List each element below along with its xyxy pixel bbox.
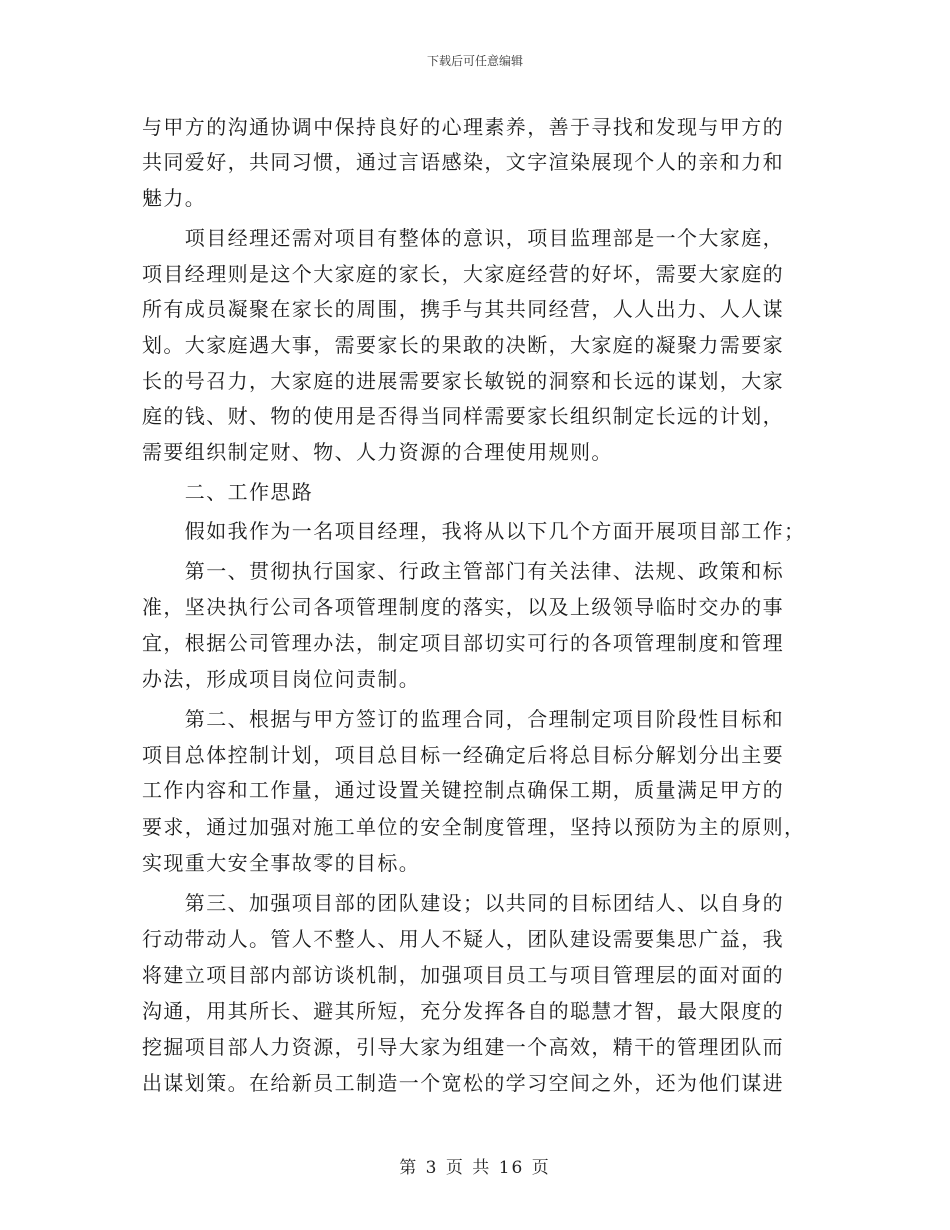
page-header: 下载后可任意编辑 (426, 54, 523, 68)
body-line: 将建立项目部内部访谈机制，加强项目员工与项目管理层的面对面的 (142, 963, 784, 987)
page-number-footer: 第 3 页 共 16 页 (399, 1158, 551, 1178)
body-line: 第二、根据与甲方签订的监理合同，合理制定项目阶段性目标和 (142, 707, 784, 731)
body-line: 挖掘项目部人力资源，引导大家为组建一个高效，精干的管理团队而 (142, 1035, 784, 1059)
body-line: 出谋划策。在给新员工制造一个宽松的学习空间之外，还为他们谋进 (142, 1071, 784, 1095)
body-line: 行动带动人。管人不整人、用人不疑人，团队建设需要集思广益，我 (142, 927, 784, 951)
body-line: 办法，形成项目岗位问责制。 (142, 667, 421, 691)
body-line: 项目经理则是这个大家庭的家长，大家庭经营的好坏，需要大家庭的 (142, 262, 784, 286)
body-line: 第三、加强项目部的团队建设；以共同的目标团结人、以自身的 (142, 891, 784, 915)
body-line: 实现重大安全事故零的目标。 (142, 851, 421, 875)
body-line: 需要组织制定财、物、人力资源的合理使用规则。 (142, 440, 613, 464)
body-line: 所有成员凝聚在家长的周围，携手与其共同经营，人人出力、人人谋 (142, 297, 784, 321)
body-line: 魅力。 (142, 186, 207, 210)
body-line: 项目经理还需对项目有整体的意识，项目监理部是一个大家庭， (142, 226, 784, 250)
body-line: 与甲方的沟通协调中保持良好的心理素养，善于寻找和发现与甲方的 (142, 115, 784, 139)
body-line: 项目总体控制计划，项目总目标一经确定后将总目标分解划分出主要 (142, 743, 784, 767)
body-line: 划。大家庭遇大事，需要家长的果敢的决断，大家庭的凝聚力需要家 (142, 333, 784, 357)
body-line: 庭的钱、财、物的使用是否得当同样需要家长组织制定长远的计划， (142, 404, 784, 428)
body-line: 宜，根据公司管理办法，制定项目部切实可行的各项管理制度和管理 (142, 631, 784, 655)
body-line: 假如我作为一名项目经理，我将从以下几个方面开展项目部工作； (142, 519, 806, 543)
body-line: 准，坚决执行公司各项管理制度的落实，以及上级领导临时交办的事 (142, 595, 784, 619)
body-line: 沟通，用其所长、避其所短，充分发挥各自的聪慧才智，最大限度的 (142, 999, 784, 1023)
body-line: 第一、贯彻执行国家、行政主管部门有关法律、法规、政策和标 (142, 559, 784, 583)
section-heading: 二、工作思路 (142, 480, 314, 504)
body-line: 共同爱好，共同习惯，通过言语感染，文字渲染展现个人的亲和力和 (142, 150, 784, 174)
body-line: 长的号召力，大家庭的进展需要家长敏锐的洞察和长远的谋划，大家 (142, 369, 784, 393)
body-line: 工作内容和工作量，通过设置关键控制点确保工期，质量满足甲方的 (142, 778, 784, 802)
body-line: 要求，通过加强对施工单位的安全制度管理，坚持以预防为主的原则， (142, 815, 806, 839)
